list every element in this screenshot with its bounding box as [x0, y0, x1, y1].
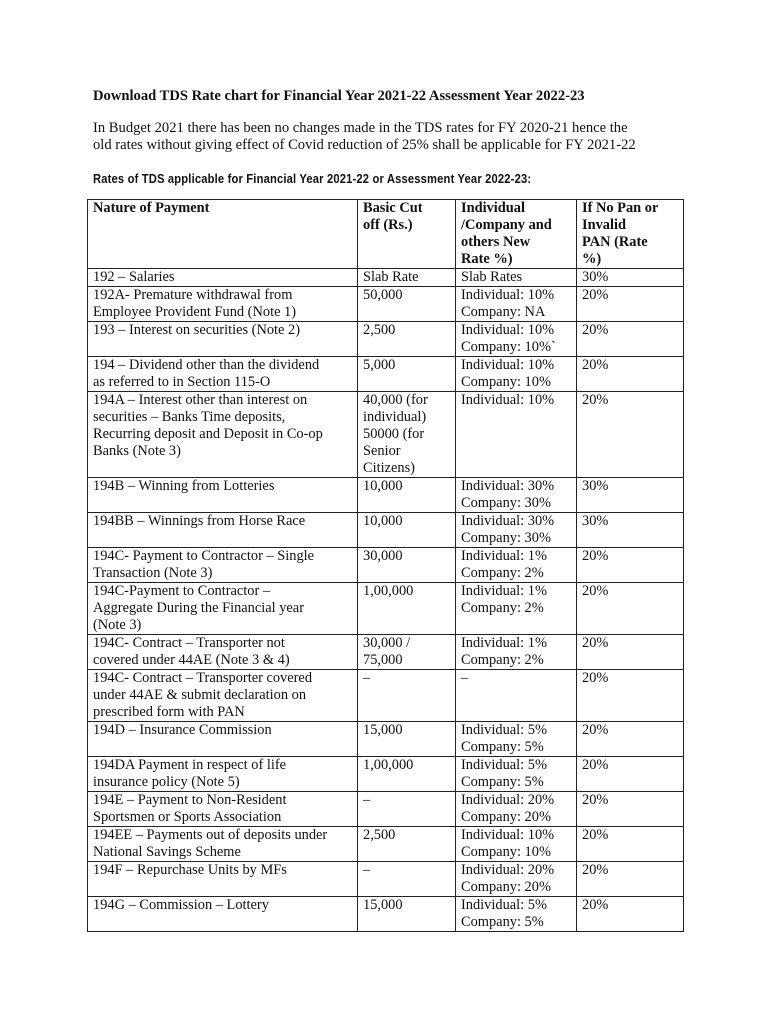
cell-text-line: Aggregate During the Financial year — [93, 600, 304, 616]
cell-text-line: Employee Provident Fund (Note 1) — [93, 304, 297, 320]
cell-text-line: 20% — [582, 357, 609, 373]
nature-of-payment-cell — [88, 670, 358, 722]
cell-text-line: 30,000 — [363, 548, 403, 564]
cell-text-line: 194BB – Winnings from Horse Race — [93, 513, 306, 529]
cell-text-line: 20% — [582, 897, 609, 913]
cell-text-line: securities – Banks Time deposits, — [93, 409, 286, 425]
new-rate-cell — [456, 757, 577, 792]
cell-text-line: Company: 10% — [461, 844, 551, 860]
basic-cutoff-cell — [358, 635, 456, 670]
intro-line: In Budget 2021 there has been no changes made in the TDS rates for FY 2020-21 hence the — [93, 120, 628, 136]
basic-cutoff-cell — [358, 357, 456, 392]
new-rate-cell — [456, 548, 577, 583]
table-row — [88, 635, 684, 670]
table-row — [88, 757, 684, 792]
cell-text-line: Company: 2% — [461, 652, 544, 668]
basic-cutoff-cell — [358, 287, 456, 322]
cell-text-line: 75,000 — [363, 652, 403, 668]
header-text-line: /Company and — [461, 217, 552, 233]
no-pan-rate-cell — [577, 583, 684, 635]
cell-text-line: 192 – Salaries — [93, 269, 175, 285]
tds-rate-table — [87, 199, 684, 932]
no-pan-rate-cell — [577, 670, 684, 722]
cell-text-line: 1,00,000 — [363, 583, 414, 599]
cell-text-line: 193 – Interest on securities (Note 2) — [93, 322, 301, 338]
cell-text-line: Company: NA — [461, 304, 546, 320]
cell-text-line: 192A- Premature withdrawal from — [93, 287, 293, 303]
cell-text-line: 20% — [582, 583, 609, 599]
cell-text-line: Company: 20% — [461, 879, 551, 895]
table-row — [88, 322, 684, 357]
new-rate-cell — [456, 670, 577, 722]
table-body — [88, 269, 684, 932]
cell-text-line: 30% — [582, 513, 609, 529]
cell-text-line: Slab Rate — [363, 269, 419, 285]
no-pan-rate-cell — [577, 757, 684, 792]
no-pan-rate-cell — [577, 269, 684, 287]
cell-text-line: 20% — [582, 670, 609, 686]
basic-cutoff-cell — [358, 827, 456, 862]
no-pan-rate-cell — [577, 722, 684, 757]
cell-text-line: 20% — [582, 757, 609, 773]
cell-text-line: 20% — [582, 287, 609, 303]
table-row — [88, 269, 684, 287]
cell-text-line: 5,000 — [363, 357, 396, 373]
header-row — [88, 200, 684, 269]
table-row — [88, 478, 684, 513]
cell-text-line: Individual: 20% — [461, 862, 555, 878]
cell-text-line: 10,000 — [363, 478, 403, 494]
cell-text-line: Company: 2% — [461, 565, 544, 581]
table-row — [88, 792, 684, 827]
header-text-line: others New — [461, 234, 531, 250]
nature-of-payment-cell — [88, 897, 358, 932]
header-text-line: Individual — [461, 200, 525, 216]
intro-line: old rates without giving effect of Covid reduction of 25% shall be applicable for FY 2021-22 — [93, 137, 636, 153]
cell-text-line: 2,500 — [363, 322, 396, 338]
cell-text-line: Slab Rates — [461, 269, 523, 285]
cell-text-line: Company: 10%` — [461, 339, 556, 355]
cell-text-line: 194C- Contract – Transporter not — [93, 635, 285, 651]
nature-of-payment-cell — [88, 827, 358, 862]
table-row — [88, 827, 684, 862]
new-rate-cell — [456, 583, 577, 635]
no-pan-rate-cell — [577, 357, 684, 392]
basic-cutoff-cell — [358, 513, 456, 548]
cell-text-line: individual) — [363, 409, 427, 425]
cell-text-line: 20% — [582, 322, 609, 338]
basic-cutoff-cell — [358, 269, 456, 287]
cell-text-line: 194A – Interest other than interest on — [93, 392, 308, 408]
cell-text-line: Company: 10% — [461, 374, 551, 390]
no-pan-rate-cell — [577, 322, 684, 357]
basic-cutoff-cell — [358, 757, 456, 792]
cell-text-line: Company: 2% — [461, 600, 544, 616]
table-row — [88, 722, 684, 757]
new-rate-cell — [456, 722, 577, 757]
basic-cutoff-cell — [358, 897, 456, 932]
cell-text-line: – — [363, 862, 371, 878]
basic-cutoff-cell — [358, 478, 456, 513]
nature-of-payment-cell — [88, 548, 358, 583]
header-text-line: Invalid — [582, 217, 626, 233]
cell-text-line: 194C- Payment to Contractor – Single — [93, 548, 315, 564]
new-rate-cell — [456, 287, 577, 322]
no-pan-rate-cell — [577, 635, 684, 670]
new-rate-cell — [456, 322, 577, 357]
nature-of-payment-cell — [88, 357, 358, 392]
cell-text-line: 194D – Insurance Commission — [93, 722, 272, 738]
cell-text-line: as referred to in Section 115-O — [93, 374, 271, 390]
cell-text-line: 194E – Payment to Non-Resident — [93, 792, 287, 808]
cell-text-line: Citizens) — [363, 460, 415, 476]
header-text-line: Rate %) — [461, 251, 513, 267]
no-pan-rate-cell — [577, 287, 684, 322]
header-new-rate — [456, 200, 577, 269]
cell-text-line: 20% — [582, 392, 609, 408]
cell-text-line: 40,000 (for — [363, 392, 428, 408]
basic-cutoff-cell — [358, 670, 456, 722]
cell-text-line: 194C-Payment to Contractor – — [93, 583, 271, 599]
cell-text-line: Banks (Note 3) — [93, 443, 181, 459]
cell-text-line: 30% — [582, 269, 609, 285]
cell-text-line: 30% — [582, 478, 609, 494]
basic-cutoff-cell — [358, 722, 456, 757]
cell-text-line: 20% — [582, 635, 609, 651]
cell-text-line: Company: 5% — [461, 914, 544, 930]
table-row — [88, 357, 684, 392]
no-pan-rate-cell — [577, 862, 684, 897]
no-pan-rate-cell — [577, 792, 684, 827]
new-rate-cell — [456, 357, 577, 392]
nature-of-payment-cell — [88, 269, 358, 287]
basic-cutoff-cell — [358, 548, 456, 583]
new-rate-cell — [456, 513, 577, 548]
cell-text-line: Individual: 10% — [461, 357, 555, 373]
table-subtitle: Rates of TDS applicable for Financial Year 2021-22 or Assessment Year 2022-23: — [93, 171, 532, 186]
table-row — [88, 287, 684, 322]
cell-text-line: Company: 5% — [461, 739, 544, 755]
table-header — [88, 200, 684, 269]
cell-text-line: 20% — [582, 862, 609, 878]
cell-text-line: 30,000 / — [363, 635, 411, 651]
header-text-line: Nature of Payment — [93, 200, 210, 216]
cell-text-line: National Savings Scheme — [93, 844, 241, 860]
table-row — [88, 548, 684, 583]
table-row — [88, 862, 684, 897]
cell-text-line: Individual: 1% — [461, 635, 547, 651]
new-rate-cell — [456, 478, 577, 513]
nature-of-payment-cell — [88, 635, 358, 670]
new-rate-cell — [456, 635, 577, 670]
nature-of-payment-cell — [88, 392, 358, 478]
cell-text-line: 2,500 — [363, 827, 396, 843]
cell-text-line: Individual: 10% — [461, 287, 555, 303]
no-pan-rate-cell — [577, 897, 684, 932]
cell-text-line: 20% — [582, 548, 609, 564]
nature-of-payment-cell — [88, 862, 358, 897]
cell-text-line: 194EE – Payments out of deposits under — [93, 827, 328, 843]
header-text-line: %) — [582, 251, 602, 267]
table-row — [88, 513, 684, 548]
cell-text-line: covered under 44AE (Note 3 & 4) — [93, 652, 290, 668]
nature-of-payment-cell — [88, 792, 358, 827]
nature-of-payment-cell — [88, 583, 358, 635]
cell-text-line: – — [363, 670, 371, 686]
basic-cutoff-cell — [358, 792, 456, 827]
cell-text-line: 10,000 — [363, 513, 403, 529]
new-rate-cell — [456, 897, 577, 932]
table-row — [88, 392, 684, 478]
header-nature-of-payment — [88, 200, 358, 269]
nature-of-payment-cell — [88, 513, 358, 548]
cell-text-line: Individual: 1% — [461, 583, 547, 599]
basic-cutoff-cell — [358, 392, 456, 478]
no-pan-rate-cell — [577, 513, 684, 548]
nature-of-payment-cell — [88, 722, 358, 757]
header-text-line: If No Pan or — [582, 200, 659, 216]
nature-of-payment-cell — [88, 757, 358, 792]
cell-text-line: insurance policy (Note 5) — [93, 774, 240, 790]
header-text-line: PAN (Rate — [582, 234, 648, 250]
cell-text-line: Individual: 10% — [461, 392, 555, 408]
basic-cutoff-cell — [358, 862, 456, 897]
no-pan-rate-cell — [577, 548, 684, 583]
cell-text-line: 194F – Repurchase Units by MFs — [93, 862, 287, 878]
cell-text-line: Company: 20% — [461, 809, 551, 825]
cell-text-line: 20% — [582, 827, 609, 843]
table-row — [88, 583, 684, 635]
cell-text-line: 20% — [582, 722, 609, 738]
cell-text-line: Individual: 5% — [461, 722, 547, 738]
cell-text-line: 20% — [582, 792, 609, 808]
nature-of-payment-cell — [88, 478, 358, 513]
cell-text-line: Sportsmen or Sports Association — [93, 809, 282, 825]
header-text-line: off (Rs.) — [363, 217, 413, 233]
cell-text-line: under 44AE & submit declaration on — [93, 687, 307, 703]
basic-cutoff-cell — [358, 583, 456, 635]
cell-text-line: prescribed form with PAN — [93, 704, 245, 720]
new-rate-cell — [456, 827, 577, 862]
cell-text-line: 194B – Winning from Lotteries — [93, 478, 275, 494]
cell-text-line: Individual: 10% — [461, 827, 555, 843]
document-title: Download TDS Rate chart for Financial Year 2021-22 Assessment Year 2022-23 — [93, 88, 585, 104]
intro-paragraph — [93, 120, 693, 154]
no-pan-rate-cell — [577, 478, 684, 513]
cell-text-line: 194C- Contract – Transporter covered — [93, 670, 313, 686]
cell-text-line: 194 – Dividend other than the dividend — [93, 357, 320, 373]
cell-text-line: 50,000 — [363, 287, 403, 303]
cell-text-line: Senior — [363, 443, 401, 459]
cell-text-line: 15,000 — [363, 722, 403, 738]
table-row — [88, 897, 684, 932]
cell-text-line: Company: 30% — [461, 530, 551, 546]
cell-text-line: 1,00,000 — [363, 757, 414, 773]
cell-text-line: Recurring deposit and Deposit in Co-op — [93, 426, 323, 442]
cell-text-line: – — [461, 670, 469, 686]
cell-text-line: Company: 5% — [461, 774, 544, 790]
no-pan-rate-cell — [577, 827, 684, 862]
new-rate-cell — [456, 792, 577, 827]
cell-text-line: 15,000 — [363, 897, 403, 913]
cell-text-line: Individual: 30% — [461, 513, 555, 529]
header-basic-cutoff — [358, 200, 456, 269]
cell-text-line: 50000 (for — [363, 426, 425, 442]
cell-text-line: Individual: 5% — [461, 757, 547, 773]
cell-text-line: Individual: 1% — [461, 548, 547, 564]
new-rate-cell — [456, 862, 577, 897]
cell-text-line: Individual: 30% — [461, 478, 555, 494]
table-row — [88, 670, 684, 722]
new-rate-cell — [456, 392, 577, 478]
cell-text-line: Transaction (Note 3) — [93, 565, 213, 581]
header-no-pan-rate — [577, 200, 684, 269]
basic-cutoff-cell — [358, 322, 456, 357]
no-pan-rate-cell — [577, 392, 684, 478]
nature-of-payment-cell — [88, 287, 358, 322]
cell-text-line: Company: 30% — [461, 495, 551, 511]
cell-text-line: Individual: 10% — [461, 322, 555, 338]
cell-text-line: (Note 3) — [93, 617, 142, 633]
cell-text-line: 194G – Commission – Lottery — [93, 897, 269, 913]
cell-text-line: – — [363, 792, 371, 808]
cell-text-line: 194DA Payment in respect of life — [93, 757, 287, 773]
cell-text-line: Individual: 20% — [461, 792, 555, 808]
cell-text-line: Individual: 5% — [461, 897, 547, 913]
nature-of-payment-cell — [88, 322, 358, 357]
new-rate-cell — [456, 269, 577, 287]
header-text-line: Basic Cut — [363, 200, 423, 216]
